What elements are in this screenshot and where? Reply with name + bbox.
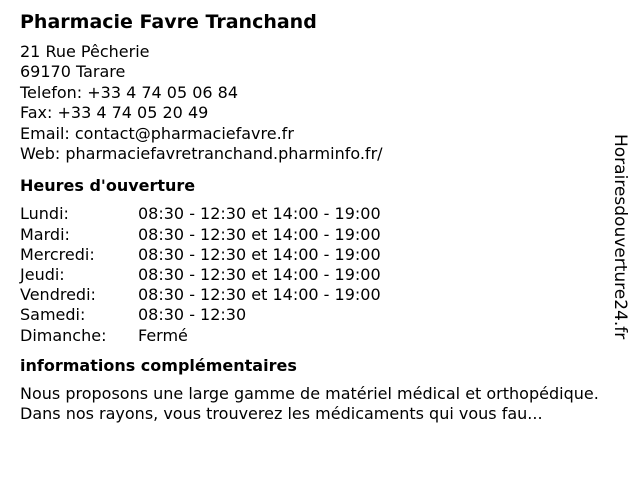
hours-row-sunday <box>20 326 620 346</box>
address-block <box>20 42 620 164</box>
hours-row-tuesday <box>20 225 620 245</box>
additional-info-text <box>20 384 618 425</box>
hours-row-friday <box>20 285 620 305</box>
day-hours: 08:30 - 12:30 et 14:00 - 19:00 <box>138 265 381 285</box>
watermark-text: Horairesdouverture24.fr <box>610 134 630 340</box>
additional-info-heading: informations complémentaires <box>20 355 297 375</box>
opening-hours-table <box>20 204 620 345</box>
website-address[interactable]: Web: pharmaciefavretranchand.pharminfo.fr/ <box>20 144 383 164</box>
fax-number: Fax: +33 4 74 05 20 49 <box>20 103 209 123</box>
day-hours: Fermé <box>138 325 188 345</box>
day-label: Mardi: <box>20 224 70 244</box>
day-label: Jeudi: <box>20 265 65 285</box>
hours-row-wednesday <box>20 245 620 265</box>
pharmacy-details <box>20 10 620 425</box>
hours-row-monday <box>20 204 620 224</box>
watermark <box>608 134 632 374</box>
email-address[interactable]: Email: contact@pharmaciefavre.fr <box>20 123 294 143</box>
hours-row-thursday <box>20 265 620 285</box>
day-label: Dimanche: <box>20 325 107 345</box>
info-line-1: Nous proposons une large gamme de matériel médical et orthopédique. <box>20 383 599 403</box>
info-line-2: Dans nos rayons, vous trouverez les médicaments qui vous fau... <box>20 404 543 424</box>
day-hours: 08:30 - 12:30 et 14:00 - 19:00 <box>138 204 381 224</box>
pharmacy-name: Pharmacie Favre Tranchand <box>20 11 317 33</box>
day-label: Lundi: <box>20 204 69 224</box>
opening-hours-heading: Heures d'ouverture <box>20 176 196 196</box>
day-label: Samedi: <box>20 305 86 325</box>
day-hours: 08:30 - 12:30 et 14:00 - 19:00 <box>138 224 381 244</box>
hours-row-saturday <box>20 305 620 325</box>
day-hours: 08:30 - 12:30 <box>138 305 247 325</box>
city-postcode: 69170 Tarare <box>20 62 126 82</box>
phone-number[interactable]: Telefon: +33 4 74 05 06 84 <box>20 82 239 102</box>
street-address: 21 Rue Pêcherie <box>20 42 150 61</box>
day-hours: 08:30 - 12:30 et 14:00 - 19:00 <box>138 244 381 264</box>
day-label: Vendredi: <box>20 285 96 305</box>
day-hours: 08:30 - 12:30 et 14:00 - 19:00 <box>138 285 381 305</box>
day-label: Mercredi: <box>20 244 95 264</box>
